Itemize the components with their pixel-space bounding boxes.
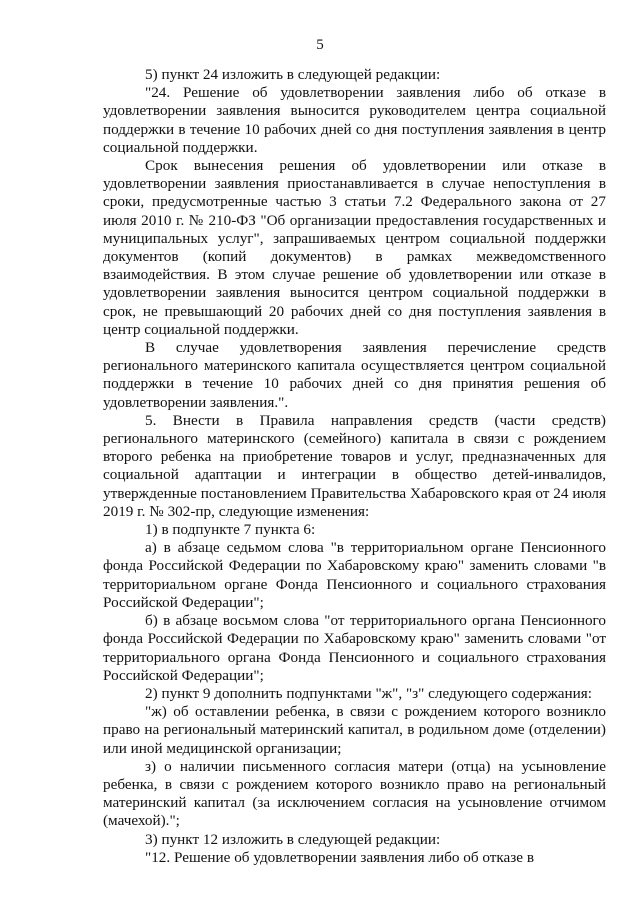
paragraph-subitem-3: 3) пункт 12 изложить в следующей редакции: [145, 830, 441, 848]
paragraph-subitem-z: з) о наличии письменного согласия матери (отца) на усыновление ребенка, в связи с рождением которого возникло право на региональный материнский капитал (за исключением согласия на усыновление отчимом (мачехой)."; [103, 757, 606, 830]
paragraph-item-12-start: "12. Решение об удовлетворении заявления либо об отказе в [145, 848, 534, 866]
paragraph-subitem-1a: а) в абзаце седьмом слова "в территориальном органе Пенсионного фонда Российской Федерации по Хабаровскому краю" заменить словами "в территориальном органе Фонда Пенсионного и социального страхования Российской Федерации"; [103, 539, 606, 611]
paragraph-subitem-zh: "ж) об оставлении ребенка, в связи с рождением которого возникло право на региональный материнский капитал, в родильном доме (отделении) или иной медицинской организации; [103, 703, 606, 757]
document-body [103, 66, 606, 867]
paragraph-rules-amendment: 5. Внести в Правила направления средств (части средств) регионального материнского (семейного) капитала в связи с рождением второго ребенка на приобретение товаров и услуг, предназначенных для социальной адаптации и интеграции в общество детей-инвалидов, утвержденные постановлением Правительства Хабаровского края от 24 июля 2019 г. № 302-пр, следующие изменения: [103, 411, 606, 520]
paragraph-subitem-1: 1) в подпункте 7 пункта 6: [145, 521, 316, 539]
paragraph-suspension-term: Срок вынесения решения об удовлетворении или отказе в удовлетворении заявления приостанавливается в случае непоступления в сроки, предусмотренные частью 3 статьи 7.2 Федерального закона от 27 июля 2010 г. № 210-ФЗ "Об организации предоставления государственных и муниципальных услуг", запрашиваемых центром социальной поддержки документов (копий документов) в рамках межведомственного взаимодействия. В этом случае решение об удовлетворении или отказе в удовлетворении заявления выносится центром социальной поддержки в срок, не превышающий 20 рабочих дней со дня поступления заявления в центр социальной поддержки. [103, 157, 606, 338]
paragraph-subitem-2: 2) пункт 9 дополнить подпунктами "ж", "з" следующего содержания: [145, 684, 593, 702]
paragraph-subitem-1b: б) в абзаце восьмом слова "от территориального органа Пенсионного фонда Российской Федерации по Хабаровскому краю" заменить словами "от территориального органа Фонда Пенсионного и социального страхования Российской Федерации"; [103, 612, 606, 684]
paragraph-decision-deadline: "24. Решение об удовлетворении заявления либо об отказе в удовлетворении заявления выносится руководителем центра социальной поддержки в течение 10 рабочих дней со дня поступления заявления в центр социальной поддержки. [103, 84, 606, 156]
paragraph-transfer-term: В случае удовлетворения заявления перечисление средств регионального материнского капитала осуществляется центром социальной поддержки в течение 10 рабочих дней со дня принятия решения об удовлетворении заявления.". [103, 339, 606, 411]
paragraph-item-5-heading: 5) пункт 24 изложить в следующей редакции: [145, 66, 441, 83]
page-number: 5 [316, 37, 324, 53]
